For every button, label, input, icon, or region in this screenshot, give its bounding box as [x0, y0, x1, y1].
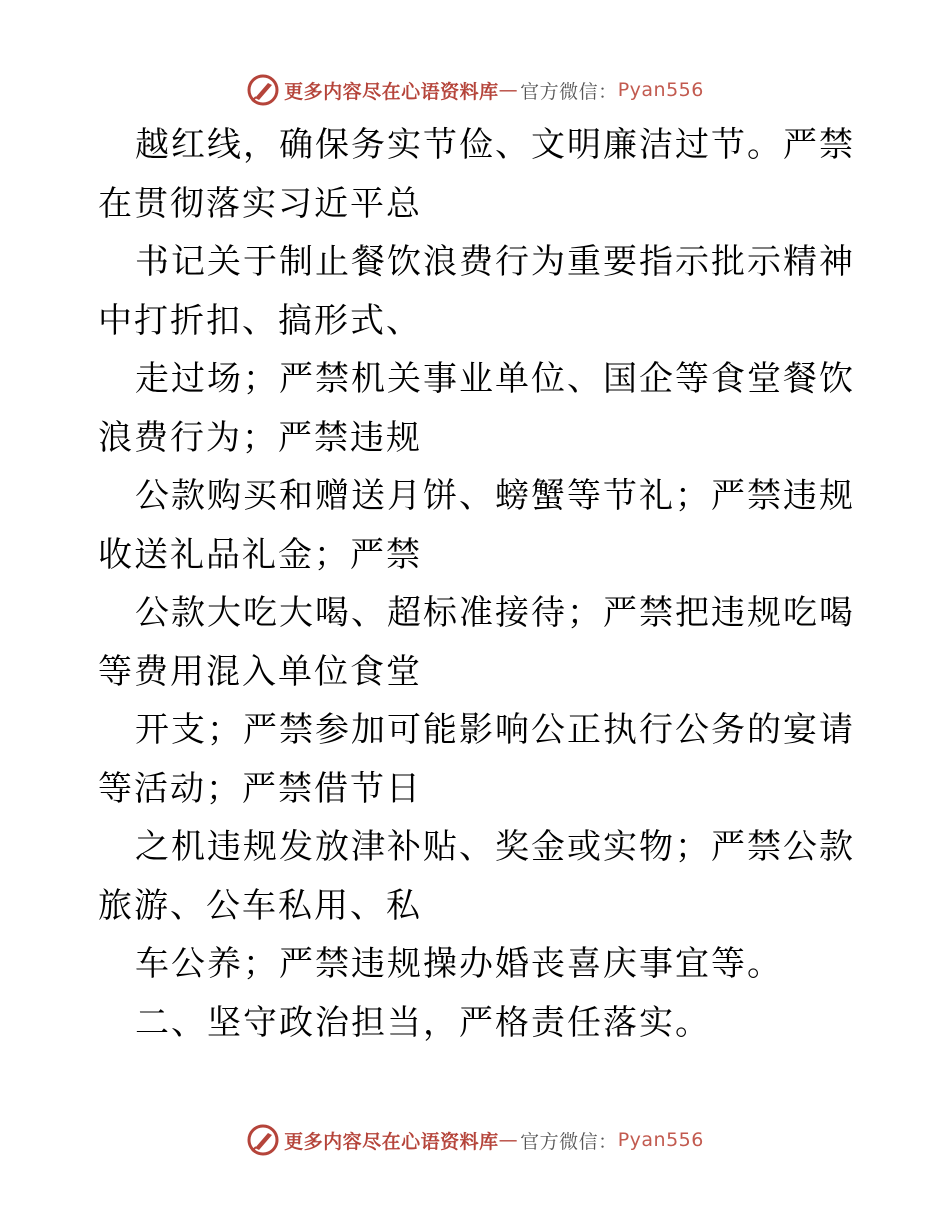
paragraph-5-line-2: 费用混入单位食堂: [134, 651, 422, 692]
banner-wechat-id: Pyan556: [617, 1129, 704, 1151]
paragraph-5: [98, 584, 858, 701]
paragraph-7-line-2: 游、公车私用、私: [134, 885, 422, 926]
paragraph-1-line-1: 越红线，确保务实节俭、文明廉洁过节。严禁在: [98, 125, 855, 224]
banner-label: 官方微信：: [520, 80, 618, 103]
paragraph-3: [98, 350, 858, 467]
paragraph-2-line-1: 书记关于制止餐饮浪费行为重要指示批示精神中: [98, 242, 855, 341]
paragraph-8: [98, 935, 858, 994]
paragraph-1: [98, 116, 858, 233]
paragraph-5-line-1: 公款大吃大喝、超标准接待；严禁把违规吃喝等: [98, 593, 855, 692]
banner-main-text: 更多内容尽在心语资料库: [284, 1130, 499, 1153]
banner-label: 官方微信：: [520, 1130, 618, 1153]
paragraph-4-line-2: 送礼品礼金；严禁: [134, 534, 422, 575]
banner-main-text: 更多内容尽在心语资料库: [284, 80, 499, 103]
document-body: [98, 116, 858, 1052]
paragraph-7: [98, 818, 858, 935]
paragraph-4-line-1: 公款购买和赠送月饼、螃蟹等节礼；严禁违规收: [98, 476, 855, 575]
footer-watermark-banner: [0, 1120, 950, 1160]
paragraph-2: [98, 233, 858, 350]
paragraph-8-line-1: 车公养；严禁违规操办婚丧喜庆事宜等。: [135, 944, 783, 984]
paragraph-3-line-1: 走过场；严禁机关事业单位、国企等食堂餐饮浪: [98, 359, 855, 458]
paragraph-6-line-2: 活动；严禁借节日: [134, 768, 422, 809]
paragraph-4: [98, 467, 858, 584]
header-watermark-banner: [0, 70, 950, 110]
quill-pen-icon: [246, 1123, 280, 1157]
paragraph-7-line-1: 之机违规发放津补贴、奖金或实物；严禁公款旅: [98, 827, 855, 926]
paragraph-9: [98, 994, 858, 1053]
banner-dash: —: [498, 79, 519, 101]
paragraph-6: [98, 701, 858, 818]
banner-dash: —: [498, 1129, 519, 1151]
quill-pen-icon: [246, 73, 280, 107]
banner-wechat-id: Pyan556: [617, 79, 704, 101]
paragraph-1-line-2: 贯彻落实习近平总: [134, 183, 422, 224]
paragraph-2-line-2: 打折扣、搞形式、: [134, 300, 422, 341]
paragraph-3-line-2: 费行为；严禁违规: [134, 417, 422, 458]
paragraph-6-line-1: 开支；严禁参加可能影响公正执行公务的宴请等: [98, 710, 855, 809]
paragraph-9-line-1: 二、坚守政治担当，严格责任落实。: [135, 1002, 711, 1043]
